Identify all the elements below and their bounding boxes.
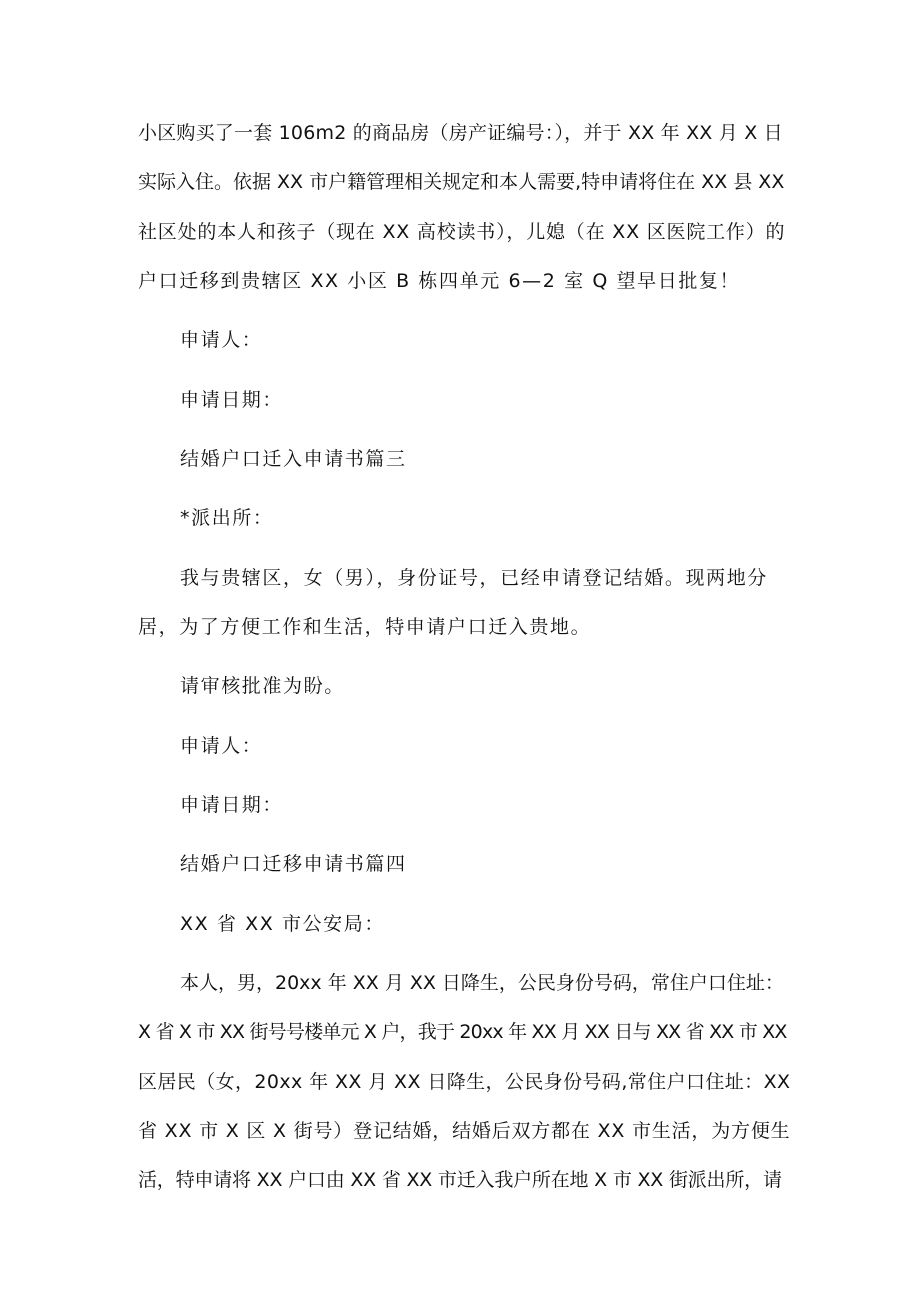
- section3-request: 请审核批准为盼。: [180, 675, 345, 697]
- paragraph1-line-1: 小区购买了一套 106m2 的商品房（房产证编号：），并于 XX 年 XX 月 X 日: [138, 122, 783, 144]
- section4-addressee: XX 省 XX 市公安局：: [180, 913, 385, 935]
- section3-title: 结婚户口迁入申请书篇三: [180, 448, 407, 470]
- applicant-label-1: 申请人：: [180, 329, 263, 351]
- paragraph1-line-4: 户口迁移到贵辖区 XX 小区 B 栋四单元 6—2 室 Q 望早日批复！: [138, 270, 741, 292]
- section4-body-line-5: 活，特申请将 XX 户口由 XX 省 XX 市迁入我户所在地 X 市 XX 街派出所，请: [138, 1169, 782, 1191]
- section3-body-line-2: 居，为了方便工作和生活，特申请户口迁入贵地。: [138, 616, 592, 638]
- section4-body-line-1: 本人，男，20xx 年 XX 月 XX 日降生，公民身份号码，常住户口住址：: [180, 972, 784, 994]
- section4-body-line-2: X 省 X 市 XX 街号号楼单元 X 户，我于 20xx 年 XX 月 XX 日与 XX 省 XX 市 XX: [138, 1021, 787, 1043]
- section3-addressee: *派出所：: [180, 507, 274, 529]
- section4-title: 结婚户口迁移申请书篇四: [180, 853, 407, 875]
- date-label-1: 申请日期：: [180, 389, 284, 411]
- paragraph1-line-2: 实际入住。依据 XX 市户籍管理相关规定和本人需要,特申请将住在 XX 县 XX: [138, 171, 785, 193]
- applicant-label-2: 申请人：: [180, 735, 263, 757]
- paragraph1-line-3: 社区处的本人和孩子（现在 XX 高校读书），儿媳（在 XX 区医院工作）的: [138, 221, 786, 243]
- section4-body-line-4: 省 XX 市 X 区 X 街号）登记结婚，结婚后双方都在 XX 市生活，为方便生: [138, 1120, 791, 1142]
- section4-body-line-3: 区居民（女，20xx 年 XX 月 XX 日降生，公民身份号码,常住户口住址：XX: [138, 1071, 791, 1093]
- date-label-2: 申请日期：: [180, 794, 284, 816]
- section3-body-line-1: 我与贵辖区，女（男），身份证号，已经申请登记结婚。现两地分: [180, 567, 768, 589]
